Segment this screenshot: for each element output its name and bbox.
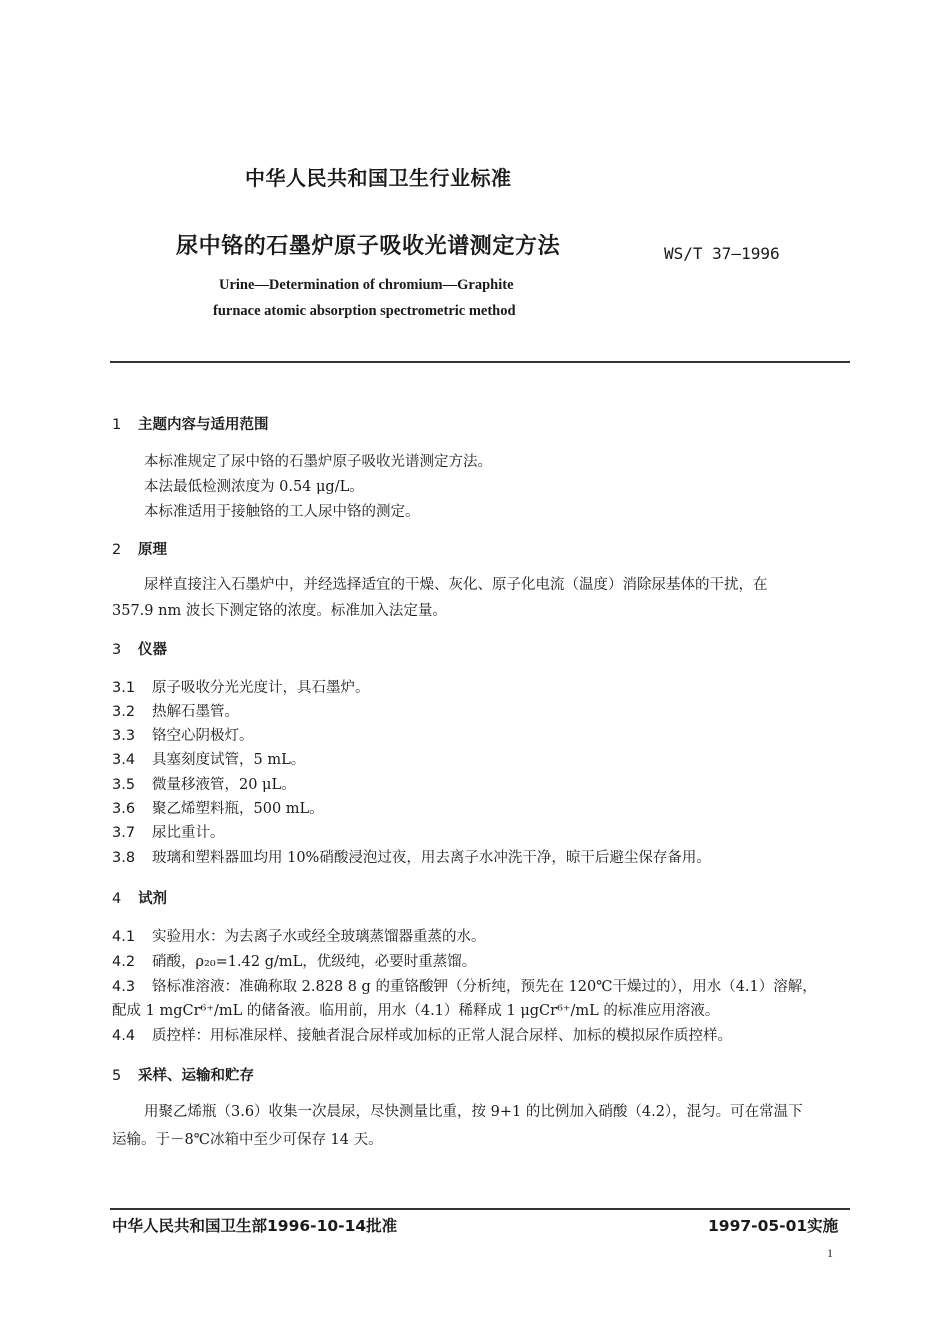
paragraph: 本标准规定了尿中铬的石墨炉原子吸收光谱测定方法。	[144, 454, 492, 470]
list-item	[112, 748, 305, 769]
item-number: 3.8	[112, 850, 136, 866]
list-item	[112, 773, 296, 794]
item-text: 微量移液管，20 μL。	[152, 777, 296, 793]
standard-category: 中华人民共和国卫生行业标准	[245, 166, 512, 190]
item-number: 4.2	[112, 954, 136, 970]
item-text: 聚乙烯塑料瓶，500 mL。	[152, 801, 324, 817]
item-number: 3.7	[112, 825, 136, 841]
list-item	[112, 925, 486, 946]
item-text: 尿比重计。	[152, 825, 225, 841]
approval-line: 中华人民共和国卫生部1996-10-14批准	[112, 1217, 398, 1235]
item-text: 原子吸收分光光度计，具石墨炉。	[152, 680, 370, 696]
page-number: 1	[827, 1246, 833, 1260]
english-title-line-1: Urine—Determination of chromium—Graphite	[219, 277, 514, 293]
paragraph: 本法最低检测浓度为 0.54 μg/L。	[144, 479, 364, 495]
section-number: 2	[112, 542, 122, 558]
section-number: 1	[112, 417, 122, 433]
section-3-heading	[112, 638, 167, 659]
item-text: 硝酸，ρ₂₀=1.42 g/mL，优级纯，必要时重蒸馏。	[152, 954, 477, 970]
section-number: 4	[112, 891, 122, 907]
section-number: 3	[112, 642, 122, 658]
standard-code: WS/T 37—1996	[664, 244, 780, 263]
paragraph: 尿样直接注入石墨炉中，并经选择适宜的干燥、灰化、原子化电流（温度）消除尿基体的干扰，在	[144, 577, 768, 593]
list-item	[112, 1024, 732, 1045]
section-5-heading	[112, 1064, 254, 1085]
section-1-heading	[112, 413, 269, 434]
item-number: 3.1	[112, 680, 136, 696]
item-text: 铬标准溶液：准确称取 2.828 8 g 的重铬酸钾（分析纯，预先在 120℃干燥过的），用水（4.1）溶解，	[152, 979, 817, 995]
item-text: 实验用水：为去离子水或经全玻璃蒸馏器重蒸的水。	[152, 929, 486, 945]
list-item	[112, 676, 370, 697]
section-number: 5	[112, 1068, 122, 1084]
paragraph: 357.9 nm 波长下测定铬的浓度。标准加入法定量。	[112, 603, 447, 619]
paragraph: 用聚乙烯瓶（3.6）收集一次晨尿，尽快测量比重，按 9+1 的比例加入硝酸（4.2），混匀。可在常温下	[144, 1104, 803, 1120]
item-text: 具塞刻度试管，5 mL。	[152, 752, 306, 768]
section-title: 仪器	[138, 642, 167, 658]
implementation-date: 1997-05-01实施	[708, 1217, 839, 1235]
item-number: 4.3	[112, 979, 136, 995]
footer-divider	[110, 1208, 850, 1210]
list-item	[112, 700, 239, 721]
list-item	[112, 975, 817, 996]
list-item	[112, 950, 476, 971]
section-title: 采样、运输和贮存	[138, 1068, 254, 1084]
item-text: 铬空心阴极灯。	[152, 728, 254, 744]
list-item	[112, 724, 254, 745]
section-title: 原理	[138, 542, 167, 558]
list-item	[112, 846, 711, 867]
item-number: 4.1	[112, 929, 136, 945]
document-title: 尿中铬的石墨炉原子吸收光谱测定方法	[176, 234, 561, 259]
item-number: 3.5	[112, 777, 136, 793]
header-divider	[110, 361, 850, 363]
section-title: 主题内容与适用范围	[138, 417, 269, 433]
english-title-line-2: furnace atomic absorption spectrometric method	[213, 303, 516, 319]
item-text: 热解石墨管。	[152, 704, 239, 720]
item-number: 3.2	[112, 704, 136, 720]
list-item	[112, 797, 324, 818]
item-number: 3.6	[112, 801, 136, 817]
section-4-heading	[112, 887, 167, 908]
paragraph: 运输。于－8℃冰箱中至少可保存 14 天。	[112, 1132, 383, 1148]
item-text: 质控样：用标准尿样、接触者混合尿样或加标的正常人混合尿样、加标的模拟尿作质控样。	[152, 1028, 732, 1044]
list-item	[112, 821, 225, 842]
paragraph: 本标准适用于接触铬的工人尿中铬的测定。	[144, 504, 420, 520]
section-title: 试剂	[138, 891, 167, 907]
item-number: 4.4	[112, 1028, 136, 1044]
item-number: 3.4	[112, 752, 136, 768]
item-text: 配成 1 mgCr⁶⁺/mL 的储备液。临用前，用水（4.1）稀释成 1 μgCr⁶⁺/mL 的标准应用溶液。	[112, 1003, 720, 1019]
item-text: 玻璃和塑料器皿均用 10%硝酸浸泡过夜，用去离子水冲洗干净，晾干后避尘保存备用。	[152, 850, 711, 866]
list-item-continuation	[112, 999, 719, 1020]
section-2-heading	[112, 538, 167, 559]
item-number: 3.3	[112, 728, 136, 744]
